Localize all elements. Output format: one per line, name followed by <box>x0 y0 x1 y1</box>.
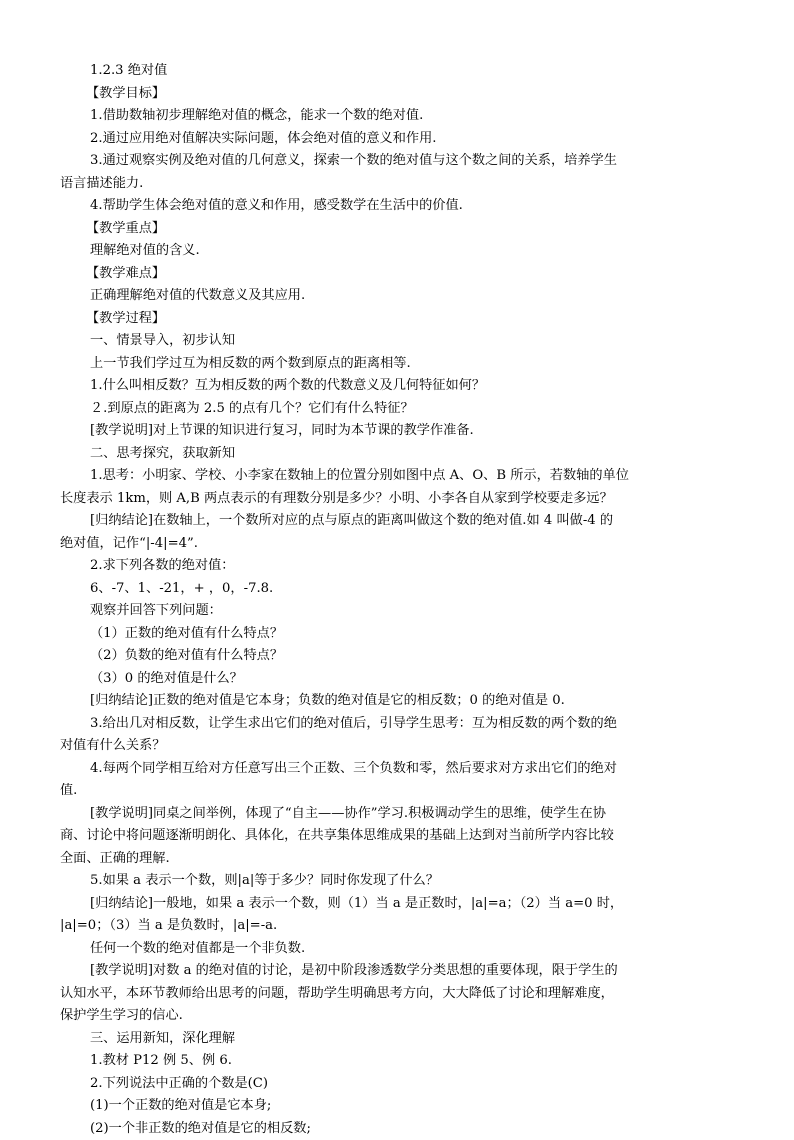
text-line: ２.到原点的距离为 2.5 的点有几个？它们有什么特征？ <box>90 398 710 421</box>
text-line: 【教学难点】 <box>86 263 710 286</box>
text-line: 【教学目标】 <box>86 83 710 106</box>
text-line: [教学说明]对上节课的知识进行复习，同时为本节课的教学作准备. <box>90 420 710 443</box>
text-line: 4.每两个同学相互给对方任意写出三个正数、三个负数和零，然后要求对方求出它们的绝对 <box>90 758 710 781</box>
text-line: 【教学过程】 <box>86 308 710 331</box>
text-line: 【教学重点】 <box>86 218 710 241</box>
text-line: (1)一个正数的绝对值是它本身; <box>90 1095 710 1118</box>
text-line: 1.借助数轴初步理解绝对值的概念，能求一个数的绝对值. <box>90 105 710 128</box>
text-line: 1.2.3 绝对值 <box>90 60 710 83</box>
text-line: （1）正数的绝对值有什么特点？ <box>90 623 710 646</box>
text-line: 观察并回答下列问题： <box>90 600 710 623</box>
text-line: 3.通过观察实例及绝对值的几何意义，探索一个数的绝对值与这个数之间的关系，培养学生 <box>90 150 710 173</box>
text-line: （3）0 的绝对值是什么？ <box>90 668 710 691</box>
text-line: 商、讨论中将问题逐渐明朗化、具体化，在共享集体思维成果的基础上达到对当前所学内容比较 <box>60 825 710 848</box>
text-line: 3.给出几对相反数，让学生求出它们的绝对值后，引导学生思考：互为相反数的两个数的绝 <box>90 713 710 736</box>
text-line: 对值有什么关系？ <box>60 735 710 758</box>
text-line: 6、-7、1、-21，+ ，0，-7.8. <box>90 578 710 601</box>
text-line: 1.什么叫相反数？互为相反数的两个数的代数意义及几何特征如何？ <box>90 375 710 398</box>
text-line: [教学说明]同桌之间举例，体现了“自主——协作”学习.积极调动学生的思维，使学生在协 <box>90 803 710 826</box>
text-line: 认知水平，本环节教师给出思考的问题，帮助学生明确思考方向，大大降低了讨论和理解难度， <box>60 983 710 1006</box>
text-line: 任何一个数的绝对值都是一个非负数. <box>90 938 710 961</box>
text-line: 2.通过应用绝对值解决实际问题，体会绝对值的意义和作用. <box>90 128 710 151</box>
text-line: 保护学生学习的信心. <box>60 1005 710 1028</box>
text-line: [归纳结论]一般地，如果 a 表示一个数，则（1）当 a 是正数时，|a|=a；（2）当 a=0 时， <box>90 893 710 916</box>
text-line: 5.如果 a 表示一个数，则|a|等于多少？同时你发现了什么？ <box>90 870 710 893</box>
text-line: 2.下列说法中正确的个数是(C) <box>90 1073 710 1096</box>
text-line: |a|=0；（3）当 a 是负数时，|a|=-a. <box>60 915 710 938</box>
text-line: 语言描述能力. <box>60 173 710 196</box>
text-line: 2.求下列各数的绝对值： <box>90 555 710 578</box>
text-line: 二、思考探究，获取新知 <box>90 443 710 466</box>
text-line: [归纳结论]在数轴上，一个数所对应的点与原点的距离叫做这个数的绝对值.如 4 叫做-4 的 <box>90 510 710 533</box>
text-line: 1.思考：小明家、学校、小李家在数轴上的位置分别如图中点 A、O、B 所示，若数轴的单位 <box>90 465 710 488</box>
text-line: 全面、正确的理解. <box>60 848 710 871</box>
text-line: 三、运用新知，深化理解 <box>90 1028 710 1051</box>
text-line: 理解绝对值的含义. <box>90 240 710 263</box>
text-line: 长度表示 1km，则 A,B 两点表示的有理数分别是多少？小明、小李各自从家到学校要走多远？ <box>60 488 710 511</box>
text-line: 绝对值，记作“|-4|=4”. <box>60 533 710 556</box>
text-line: (2)一个非正数的绝对值是它的相反数; <box>90 1118 710 1140</box>
text-line: 4.帮助学生体会绝对值的意义和作用，感受数学在生活中的价值. <box>90 195 710 218</box>
text-line: 一、情景导入，初步认知 <box>90 330 710 353</box>
text-line: 值. <box>60 780 710 803</box>
text-line: [教学说明]对数 a 的绝对值的讨论，是初中阶段渗透数学分类思想的重要体现，限于学生的 <box>90 960 710 983</box>
text-line: [归纳结论]正数的绝对值是它本身；负数的绝对值是它的相反数；0 的绝对值是 0. <box>90 690 710 713</box>
text-line: 1.教材 P12 例 5、例 6. <box>90 1050 710 1073</box>
text-line: （2）负数的绝对值有什么特点？ <box>90 645 710 668</box>
text-line: 上一节我们学过互为相反数的两个数到原点的距离相等. <box>90 353 710 376</box>
text-line: 正确理解绝对值的代数意义及其应用. <box>90 285 710 308</box>
document-page <box>90 60 710 1140</box>
